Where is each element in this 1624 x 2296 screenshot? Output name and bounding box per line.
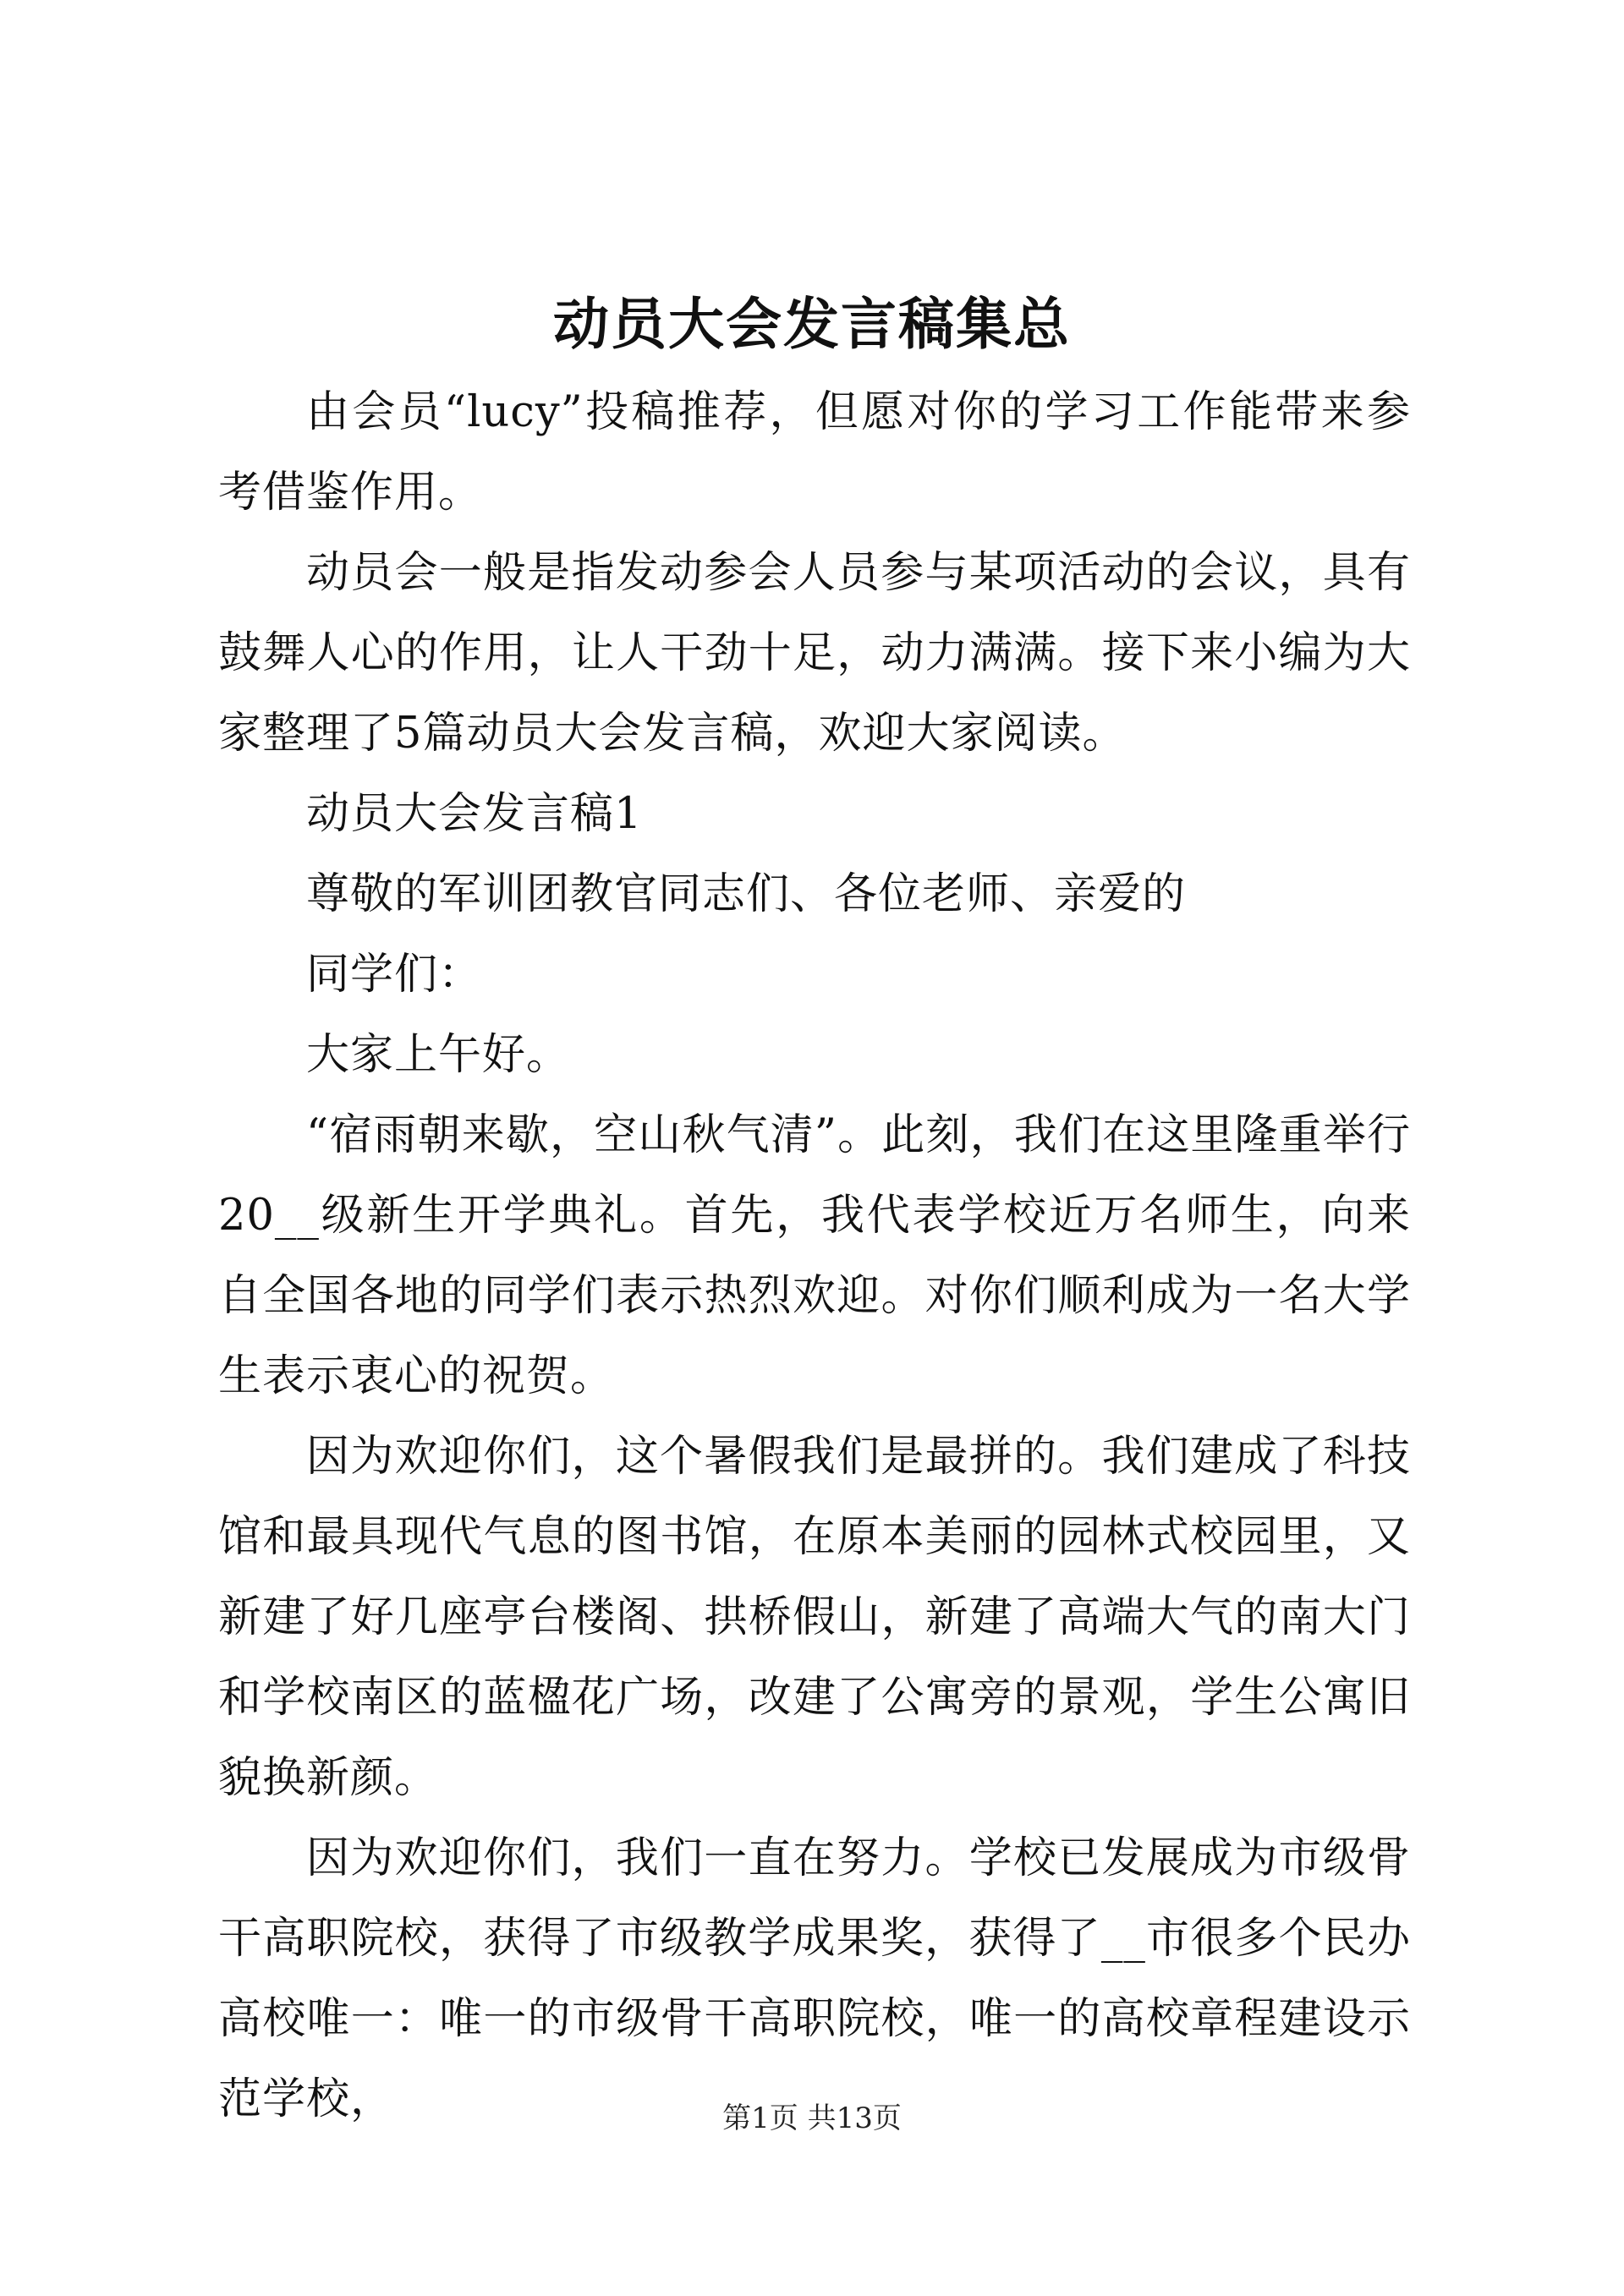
document-body xyxy=(218,372,1411,2140)
document-title: 动员大会发言稿集总 xyxy=(553,291,1071,357)
page-footer: 第1页 共13页 xyxy=(722,2101,902,2135)
greeting: 大家上午好。 xyxy=(306,1030,571,1080)
paragraph-intro: 由会员“lucy”投稿推荐，但愿对你的学习工作能带来参考借鉴作用。 xyxy=(218,387,1411,518)
salutation-line-1: 尊敬的军训团教官同志们、各位老师、亲爱的 xyxy=(306,869,1187,919)
salutation-line-2: 同学们： xyxy=(306,950,483,1000)
paragraph-description: 动员会一般是指发动参会人员参与某项活动的会议，具有鼓舞人心的作用，让人干劲十足，动力满满。接下来小编为大家整理了5篇动员大会发言稿，欢迎大家阅读。 xyxy=(218,548,1411,759)
paragraph-summer-work: 因为欢迎你们，这个暑假我们是最拼的。我们建成了科技馆和最具现代气息的图书馆，在原本美丽的园林式校园里，又新建了好几座亭台楼阁、拱桥假山，新建了高端大气的南大门和学校南区的蓝楹花广场，改建了公寓旁的景观，学生公寓旧貌换新颜。 xyxy=(218,1432,1411,1803)
paragraph-achievements: 因为欢迎你们，我们一直在努力。学校已发展成为市级骨干高职院校，获得了市级教学成果奖，获得了__市很多个民办高校唯一：唯一的市级骨干高职院校，唯一的高校章程建设示范学校， xyxy=(218,1833,1411,2124)
section-heading: 动员大会发言稿1 xyxy=(306,789,643,839)
paragraph-opening: “宿雨朝来歇，空山秋气清”。此刻，我们在这里隆重举行20__级新生开学典礼。首先，我代表学校近万名师生，向来自全国各地的同学们表示热烈欢迎。对你们顺利成为一名大学生表示衷心的祝贺。 xyxy=(218,1110,1411,1401)
